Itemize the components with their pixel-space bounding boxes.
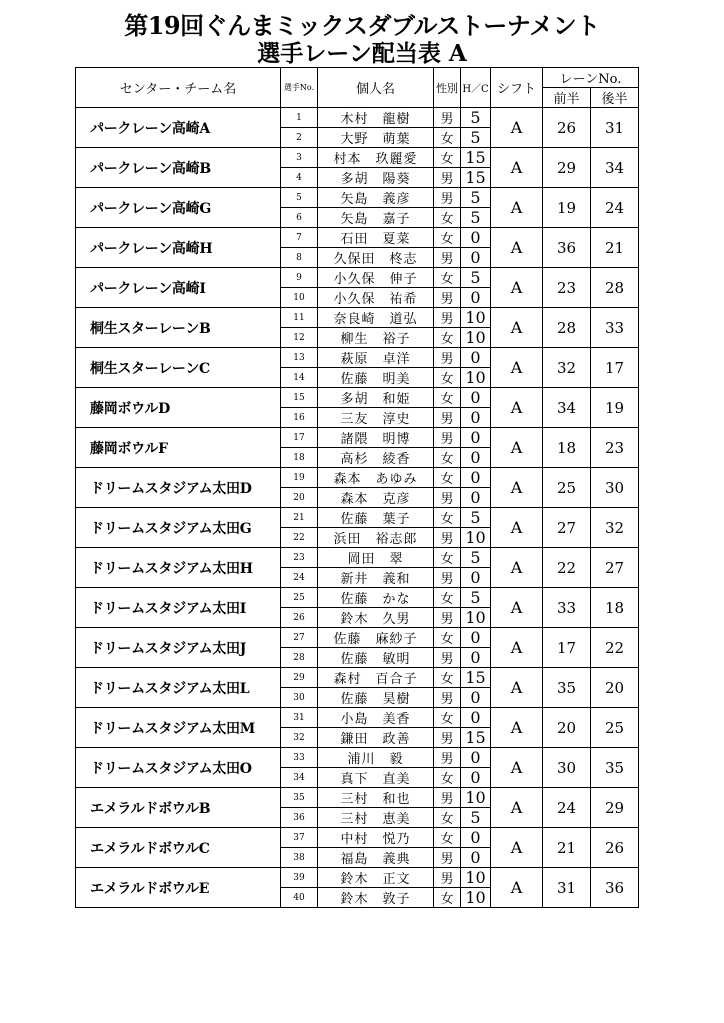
player-number: 33 — [281, 748, 318, 768]
player-number: 30 — [281, 688, 318, 708]
player-number: 31 — [281, 708, 318, 728]
player-sex: 女 — [434, 268, 461, 288]
shift-cell: A — [491, 668, 543, 708]
player-handicap: 15 — [461, 668, 491, 688]
table-row — [76, 188, 639, 208]
player-sex: 女 — [434, 768, 461, 788]
player-number: 1 — [281, 108, 318, 128]
player-handicap: 5 — [461, 588, 491, 608]
player-name: 福島 義典 — [318, 848, 434, 868]
shift-cell: A — [491, 468, 543, 508]
player-handicap: 0 — [461, 448, 491, 468]
team-name: 藤岡ボウルD — [76, 388, 281, 428]
lane-second-half: 19 — [591, 388, 639, 428]
player-handicap: 15 — [461, 168, 491, 188]
player-sex: 男 — [434, 488, 461, 508]
player-handicap: 5 — [461, 188, 491, 208]
player-number: 22 — [281, 528, 318, 548]
player-handicap: 10 — [461, 308, 491, 328]
lane-first-half: 36 — [543, 228, 591, 268]
player-number: 35 — [281, 788, 318, 808]
player-handicap: 5 — [461, 508, 491, 528]
player-handicap: 0 — [461, 828, 491, 848]
table-row — [76, 388, 639, 408]
player-name: 三友 淳史 — [318, 408, 434, 428]
shift-cell: A — [491, 148, 543, 188]
player-sex: 男 — [434, 648, 461, 668]
player-number: 24 — [281, 568, 318, 588]
lane-assignment-table — [75, 67, 639, 908]
table-row — [76, 308, 639, 328]
player-name: 佐藤 葉子 — [318, 508, 434, 528]
player-handicap: 10 — [461, 868, 491, 888]
player-handicap: 10 — [461, 328, 491, 348]
player-sex: 男 — [434, 428, 461, 448]
player-sex: 女 — [434, 368, 461, 388]
player-number: 3 — [281, 148, 318, 168]
lane-second-half: 25 — [591, 708, 639, 748]
shift-cell: A — [491, 748, 543, 788]
player-sex: 男 — [434, 308, 461, 328]
player-handicap: 0 — [461, 648, 491, 668]
team-name: ドリームスタジアム太田J — [76, 628, 281, 668]
lane-second-half: 30 — [591, 468, 639, 508]
header-sex: 性別 — [434, 68, 461, 108]
player-name: 奈良崎 道弘 — [318, 308, 434, 328]
team-name: パークレーン高崎I — [76, 268, 281, 308]
player-number: 26 — [281, 608, 318, 628]
player-handicap: 0 — [461, 388, 491, 408]
player-name: 森本 あゆみ — [318, 468, 434, 488]
header-lane: レーンNo. — [543, 68, 639, 88]
player-sex: 女 — [434, 548, 461, 568]
shift-cell: A — [491, 548, 543, 588]
player-name: 多胡 陽葵 — [318, 168, 434, 188]
player-name: 木村 龍樹 — [318, 108, 434, 128]
player-handicap: 5 — [461, 128, 491, 148]
player-sex: 男 — [434, 608, 461, 628]
player-sex: 男 — [434, 728, 461, 748]
player-sex: 男 — [434, 788, 461, 808]
shift-cell: A — [491, 188, 543, 228]
player-number: 20 — [281, 488, 318, 508]
player-sex: 男 — [434, 568, 461, 588]
player-name: 矢島 義彦 — [318, 188, 434, 208]
lane-first-half: 33 — [543, 588, 591, 628]
team-name: パークレーン高崎B — [76, 148, 281, 188]
lane-second-half: 34 — [591, 148, 639, 188]
lane-second-half: 26 — [591, 828, 639, 868]
lane-first-half: 24 — [543, 788, 591, 828]
lane-first-half: 28 — [543, 308, 591, 348]
player-number: 10 — [281, 288, 318, 308]
player-name: 佐藤 かな — [318, 588, 434, 608]
shift-cell: A — [491, 508, 543, 548]
player-number: 5 — [281, 188, 318, 208]
player-number: 6 — [281, 208, 318, 228]
player-name: 佐藤 昊樹 — [318, 688, 434, 708]
shift-cell: A — [491, 628, 543, 668]
player-name: 三村 恵美 — [318, 808, 434, 828]
team-name: ドリームスタジアム太田H — [76, 548, 281, 588]
player-name: 諸隈 明博 — [318, 428, 434, 448]
header-team: センター・チーム名 — [76, 68, 281, 108]
player-name: 鎌田 政善 — [318, 728, 434, 748]
table-row — [76, 108, 639, 128]
player-name: 鈴木 敦子 — [318, 888, 434, 908]
player-sex: 女 — [434, 328, 461, 348]
lane-second-half: 36 — [591, 868, 639, 908]
player-number: 4 — [281, 168, 318, 188]
player-handicap: 10 — [461, 788, 491, 808]
table-row — [76, 428, 639, 448]
player-handicap: 5 — [461, 268, 491, 288]
player-sex: 女 — [434, 508, 461, 528]
player-handicap: 0 — [461, 708, 491, 728]
table-row — [76, 228, 639, 248]
player-sex: 女 — [434, 208, 461, 228]
lane-second-half: 33 — [591, 308, 639, 348]
player-sex: 女 — [434, 668, 461, 688]
player-number: 34 — [281, 768, 318, 788]
player-handicap: 10 — [461, 888, 491, 908]
player-name: 鈴木 正文 — [318, 868, 434, 888]
lane-second-half: 27 — [591, 548, 639, 588]
lane-first-half: 29 — [543, 148, 591, 188]
team-name: ドリームスタジアム太田G — [76, 508, 281, 548]
lane-first-half: 27 — [543, 508, 591, 548]
player-number: 18 — [281, 448, 318, 468]
player-handicap: 0 — [461, 348, 491, 368]
shift-cell: A — [491, 588, 543, 628]
team-name: ドリームスタジアム太田L — [76, 668, 281, 708]
player-name: 矢島 嘉子 — [318, 208, 434, 228]
player-number: 21 — [281, 508, 318, 528]
header-name: 個人名 — [318, 68, 434, 108]
player-name: 新井 義和 — [318, 568, 434, 588]
table-row — [76, 268, 639, 288]
player-name: 小久保 伸子 — [318, 268, 434, 288]
player-number: 23 — [281, 548, 318, 568]
player-sex: 女 — [434, 628, 461, 648]
player-name: 三村 和也 — [318, 788, 434, 808]
player-handicap: 0 — [461, 628, 491, 648]
lane-first-half: 21 — [543, 828, 591, 868]
player-handicap: 0 — [461, 288, 491, 308]
player-handicap: 10 — [461, 528, 491, 548]
lane-second-half: 23 — [591, 428, 639, 468]
team-name: 桐生スターレーンB — [76, 308, 281, 348]
table-row — [76, 828, 639, 848]
player-sex: 女 — [434, 128, 461, 148]
table-row — [76, 668, 639, 688]
lane-second-half: 17 — [591, 348, 639, 388]
player-handicap: 5 — [461, 808, 491, 828]
player-handicap: 0 — [461, 248, 491, 268]
shift-cell: A — [491, 868, 543, 908]
team-name: エメラルドボウルC — [76, 828, 281, 868]
player-sex: 男 — [434, 408, 461, 428]
player-name: 村本 玖麗愛 — [318, 148, 434, 168]
player-name: 小島 美香 — [318, 708, 434, 728]
team-name: ドリームスタジアム太田D — [76, 468, 281, 508]
player-handicap: 10 — [461, 608, 491, 628]
lane-second-half: 22 — [591, 628, 639, 668]
player-handicap: 0 — [461, 748, 491, 768]
lane-first-half: 31 — [543, 868, 591, 908]
player-handicap: 0 — [461, 568, 491, 588]
shift-cell: A — [491, 108, 543, 148]
table-row — [76, 508, 639, 528]
player-handicap: 0 — [461, 228, 491, 248]
header-second-half: 後半 — [591, 88, 639, 108]
player-name: 石田 夏菜 — [318, 228, 434, 248]
table-row — [76, 748, 639, 768]
player-handicap: 5 — [461, 548, 491, 568]
player-sex: 女 — [434, 808, 461, 828]
player-handicap: 0 — [461, 848, 491, 868]
table-row — [76, 148, 639, 168]
player-name: 多胡 和姫 — [318, 388, 434, 408]
lane-second-half: 28 — [591, 268, 639, 308]
lane-second-half: 35 — [591, 748, 639, 788]
player-handicap: 0 — [461, 408, 491, 428]
player-number: 9 — [281, 268, 318, 288]
table-row — [76, 628, 639, 648]
player-sex: 男 — [434, 748, 461, 768]
shift-cell: A — [491, 308, 543, 348]
lane-second-half: 32 — [591, 508, 639, 548]
table-body — [76, 108, 639, 908]
player-number: 8 — [281, 248, 318, 268]
player-handicap: 5 — [461, 208, 491, 228]
player-name: 佐藤 敏明 — [318, 648, 434, 668]
player-sex: 女 — [434, 388, 461, 408]
player-name: 萩原 卓洋 — [318, 348, 434, 368]
lane-second-half: 18 — [591, 588, 639, 628]
team-name: 藤岡ボウルF — [76, 428, 281, 468]
player-name: 柳生 裕子 — [318, 328, 434, 348]
player-sex: 男 — [434, 528, 461, 548]
player-sex: 男 — [434, 848, 461, 868]
player-handicap: 0 — [461, 468, 491, 488]
player-handicap: 0 — [461, 768, 491, 788]
player-handicap: 5 — [461, 108, 491, 128]
lane-first-half: 26 — [543, 108, 591, 148]
shift-cell: A — [491, 268, 543, 308]
player-sex: 女 — [434, 888, 461, 908]
player-sex: 女 — [434, 708, 461, 728]
lane-first-half: 20 — [543, 708, 591, 748]
player-name: 浜田 裕志郎 — [318, 528, 434, 548]
table-row — [76, 708, 639, 728]
player-number: 32 — [281, 728, 318, 748]
player-sex: 女 — [434, 588, 461, 608]
page-subtitle: 選手レーン配当表 A — [257, 40, 467, 67]
player-number: 12 — [281, 328, 318, 348]
team-name: パークレーン高崎A — [76, 108, 281, 148]
player-number: 11 — [281, 308, 318, 328]
player-sex: 男 — [434, 248, 461, 268]
player-number: 17 — [281, 428, 318, 448]
lane-second-half: 29 — [591, 788, 639, 828]
lane-first-half: 25 — [543, 468, 591, 508]
team-name: エメラルドボウルB — [76, 788, 281, 828]
table-row — [76, 868, 639, 888]
shift-cell: A — [491, 388, 543, 428]
lane-first-half: 32 — [543, 348, 591, 388]
lane-first-half: 34 — [543, 388, 591, 428]
player-sex: 男 — [434, 168, 461, 188]
table-row — [76, 468, 639, 488]
table-row — [76, 348, 639, 368]
lane-first-half: 35 — [543, 668, 591, 708]
team-name: ドリームスタジアム太田I — [76, 588, 281, 628]
header-hc: H／C — [461, 68, 491, 108]
player-sex: 男 — [434, 868, 461, 888]
player-name: 久保田 柊志 — [318, 248, 434, 268]
team-name: エメラルドボウルE — [76, 868, 281, 908]
player-sex: 男 — [434, 288, 461, 308]
player-name: 真下 直美 — [318, 768, 434, 788]
player-number: 29 — [281, 668, 318, 688]
player-number: 2 — [281, 128, 318, 148]
player-name: 中村 悦乃 — [318, 828, 434, 848]
player-sex: 男 — [434, 188, 461, 208]
player-sex: 女 — [434, 828, 461, 848]
player-sex: 女 — [434, 468, 461, 488]
team-name: 桐生スターレーンC — [76, 348, 281, 388]
player-number: 19 — [281, 468, 318, 488]
shift-cell: A — [491, 428, 543, 468]
header-first-half: 前半 — [543, 88, 591, 108]
player-sex: 女 — [434, 148, 461, 168]
lane-first-half: 19 — [543, 188, 591, 228]
header-shift: シフト — [491, 68, 543, 108]
table-row — [76, 588, 639, 608]
lane-first-half: 30 — [543, 748, 591, 788]
player-name: 森本 克彦 — [318, 488, 434, 508]
lane-second-half: 31 — [591, 108, 639, 148]
lane-second-half: 24 — [591, 188, 639, 228]
player-name: 浦川 毅 — [318, 748, 434, 768]
player-handicap: 15 — [461, 728, 491, 748]
team-name: ドリームスタジアム太田M — [76, 708, 281, 748]
team-name: パークレーン高崎G — [76, 188, 281, 228]
player-number: 28 — [281, 648, 318, 668]
shift-cell: A — [491, 228, 543, 268]
player-name: 森村 百合子 — [318, 668, 434, 688]
lane-first-half: 17 — [543, 628, 591, 668]
player-sex: 男 — [434, 688, 461, 708]
player-handicap: 0 — [461, 688, 491, 708]
player-number: 39 — [281, 868, 318, 888]
player-sex: 男 — [434, 108, 461, 128]
player-name: 大野 萌葉 — [318, 128, 434, 148]
table-row — [76, 548, 639, 568]
player-number: 36 — [281, 808, 318, 828]
player-name: 小久保 祐希 — [318, 288, 434, 308]
player-number: 16 — [281, 408, 318, 428]
shift-cell: A — [491, 708, 543, 748]
player-handicap: 0 — [461, 428, 491, 448]
shift-cell: A — [491, 348, 543, 388]
player-number: 25 — [281, 588, 318, 608]
player-number: 15 — [281, 388, 318, 408]
player-number: 40 — [281, 888, 318, 908]
player-name: 岡田 翠 — [318, 548, 434, 568]
page-title: 第19回ぐんまミックスダブルストーナメント — [124, 11, 600, 40]
lane-first-half: 18 — [543, 428, 591, 468]
player-number: 27 — [281, 628, 318, 648]
player-handicap: 0 — [461, 488, 491, 508]
lane-first-half: 22 — [543, 548, 591, 588]
player-name: 佐藤 明美 — [318, 368, 434, 388]
table-row — [76, 788, 639, 808]
player-number: 37 — [281, 828, 318, 848]
player-sex: 女 — [434, 228, 461, 248]
player-number: 38 — [281, 848, 318, 868]
header-player-no: 選手No. — [281, 68, 318, 108]
player-sex: 女 — [434, 448, 461, 468]
player-number: 14 — [281, 368, 318, 388]
lane-second-half: 21 — [591, 228, 639, 268]
player-sex: 男 — [434, 348, 461, 368]
player-name: 高杉 綾香 — [318, 448, 434, 468]
player-handicap: 10 — [461, 368, 491, 388]
player-name: 鈴木 久男 — [318, 608, 434, 628]
team-name: パークレーン高崎H — [76, 228, 281, 268]
player-name: 佐藤 麻紗子 — [318, 628, 434, 648]
lane-first-half: 23 — [543, 268, 591, 308]
player-number: 7 — [281, 228, 318, 248]
shift-cell: A — [491, 828, 543, 868]
team-name: ドリームスタジアム太田O — [76, 748, 281, 788]
shift-cell: A — [491, 788, 543, 828]
lane-second-half: 20 — [591, 668, 639, 708]
player-handicap: 15 — [461, 148, 491, 168]
player-number: 13 — [281, 348, 318, 368]
